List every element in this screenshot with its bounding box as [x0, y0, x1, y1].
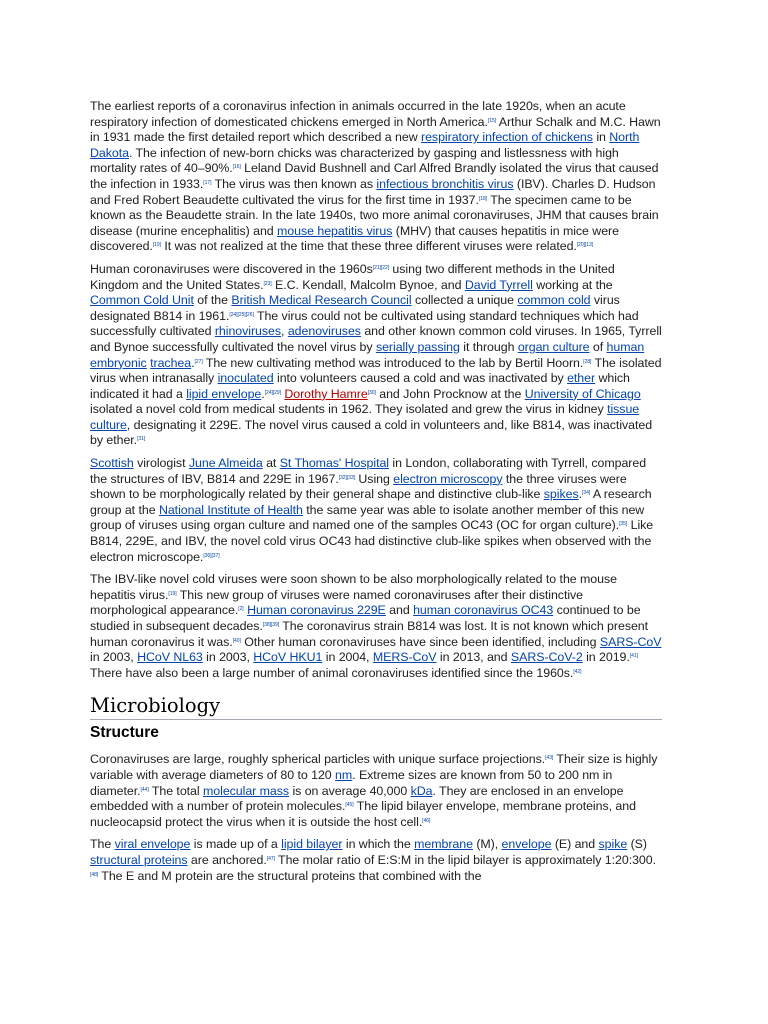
text: . The infection of new-born chicks was characterized by gasping and listlessness with high mortality rates of 40–90%.	[90, 145, 619, 176]
text: in London, collaborating with Tyrrell, compared the structures of IBV, B814 and 229E in 1967.	[90, 456, 647, 486]
citation[interactable]: [19]	[152, 242, 161, 249]
citation[interactable]: [2]	[238, 606, 244, 613]
citation[interactable]: [30]	[367, 389, 376, 396]
text: The new cultivating method was introduced to the lab by Bertil Hoorn.	[202, 355, 584, 370]
text: virus designated B814 in 1961.	[90, 293, 620, 323]
text: (S)	[627, 837, 647, 852]
text: The E and M protein are the structural proteins that combined with the	[98, 868, 482, 883]
text: in 2013, and	[436, 650, 511, 665]
link-viral-envelope[interactable]: viral envelope	[114, 837, 191, 852]
citation[interactable]: [32][33]	[338, 474, 356, 481]
link-spikes[interactable]: spikes	[543, 487, 579, 502]
citation[interactable]: [24][29]	[264, 389, 281, 396]
structure-paragraph-2	[90, 837, 662, 884]
text: Human coronaviruses were discovered in the 1960s	[90, 261, 373, 276]
link-molecular-mass[interactable]: molecular mass	[203, 783, 290, 798]
text: The	[90, 837, 115, 852]
text: The earliest reports of a coronavirus infection in animals occurred in the late 1920s, when an acute respiratory infection of domesticated chickens emerged in North America.	[90, 99, 626, 129]
citation[interactable]: [20][13]	[576, 242, 594, 249]
text: in	[592, 130, 610, 145]
link-hcov-hku1[interactable]: HCoV HKU1	[253, 650, 323, 665]
text: . Extreme sizes are known from 50 to 200 nm in diameter.	[90, 767, 613, 798]
link-mouse-hepatitis-virus[interactable]: mouse hepatitis virus	[277, 223, 393, 238]
history-paragraph-3	[90, 456, 662, 565]
link-sars-cov[interactable]: SARS-CoV	[599, 634, 662, 649]
link-sars-cov-2[interactable]: SARS-CoV-2	[510, 650, 583, 665]
link-common-cold[interactable]: common cold	[517, 293, 591, 308]
text: in which the	[342, 837, 415, 852]
text: and other known common cold viruses. In 1965, Tyrrell and Bynoe successfully cultivated the novel virus by	[90, 324, 662, 354]
text: The specimen came to be known as the Beaudette strain. In the late 1940s, two more animal coronaviruses, JHM that causes brain disease (murine encephalitis) and	[90, 192, 659, 238]
text: There have also been a large number of animal coronaviruses identified since the 1960s.	[90, 665, 574, 680]
text: Arthur Schalk and M.C. Hawn in 1931 made the first detailed report which described a new	[90, 114, 661, 145]
text: collected a unique	[411, 293, 518, 308]
link-national-institute-of-health[interactable]: National Institute of Health	[158, 502, 303, 517]
text: . They are enclosed in an envelope embedded with a number of protein molecules.	[90, 783, 624, 814]
text: It was not realized at the time that these three different viruses were related.	[160, 239, 577, 254]
citation[interactable]: [43]	[545, 755, 554, 762]
text: This new group of viruses were named coronaviruses after their distinctive morphological appearance.	[90, 587, 584, 618]
link-british-medical-research-council[interactable]: British Medical Research Council	[231, 293, 412, 308]
text: is on average 40,000	[289, 783, 411, 798]
citation[interactable]: [48]	[90, 871, 99, 878]
link-human-embryonic[interactable]: human embryonic	[90, 339, 645, 370]
link-dorothy-hamre[interactable]: Dorothy Hamre	[284, 386, 368, 401]
history-paragraph-4	[90, 572, 662, 681]
link-human-coronavirus-229e[interactable]: Human coronavirus 229E	[247, 603, 386, 618]
text: A research group at the	[90, 487, 652, 517]
link-tissue-culture[interactable]: tissue culture	[90, 402, 640, 432]
text: and John Procknow at the	[375, 386, 525, 401]
citation[interactable]: [45]	[345, 802, 354, 809]
text: (M),	[472, 837, 502, 852]
subsection-heading-structure: Structure	[90, 724, 159, 742]
link-membrane[interactable]: membrane	[414, 837, 473, 852]
citation[interactable]: [18]	[478, 195, 488, 202]
text: .	[261, 386, 265, 401]
citation[interactable]: [16]	[232, 164, 241, 171]
citation[interactable]: [21][22]	[372, 264, 390, 271]
text: the same year was able to isolate another member of this new group of viruses using organ culture and named one of the samples OC43 (OC for organ culture).	[90, 502, 645, 533]
text: The virus could not be cultivated using standard techniques which had successfully cultivated	[90, 308, 639, 339]
text: into volunteers caused a cold and was inactivated by	[273, 371, 568, 386]
text: (MHV) that causes hepatitis in mice were discovered.	[90, 223, 619, 254]
citation[interactable]: [38][39]	[262, 622, 280, 628]
text: The total	[148, 783, 203, 798]
text: of	[589, 339, 607, 354]
citation[interactable]: [35]	[619, 521, 628, 528]
text: at	[262, 456, 280, 471]
text: (IBV). Charles D. Hudson and Fred Robert Beaudette cultivated the virus for the first time in 1937.	[90, 176, 656, 207]
link-ether[interactable]: ether	[567, 371, 596, 386]
link-rhinoviruses[interactable]: rhinoviruses	[214, 324, 282, 339]
citation[interactable]: [28]	[583, 358, 592, 365]
citation[interactable]: [47]	[266, 855, 275, 862]
link-mers-cov[interactable]: MERS-CoV	[372, 650, 437, 665]
text: .	[191, 355, 195, 370]
citation[interactable]: [40]	[232, 637, 241, 644]
link-scottish[interactable]: Scottish	[90, 456, 134, 471]
text: isolated a novel cold from medical students in 1962. They isolated and grew the virus in kidney	[90, 402, 608, 417]
link-adenoviruses[interactable]: adenoviruses	[287, 324, 361, 339]
text: The lipid bilayer envelope, membrane proteins, and nucleocapsid protect the virus when it is outside the host cell.	[90, 799, 636, 829]
text: virologist	[133, 456, 189, 471]
link-lipid-bilayer[interactable]: lipid bilayer	[281, 837, 343, 852]
link-university-of-chicago[interactable]: University of Chicago	[524, 386, 641, 401]
text: the three viruses were shown to be morphologically related by their general shape and distinctive club-like	[90, 471, 627, 502]
link-organ-culture[interactable]: organ culture	[517, 339, 590, 354]
link-st-thomas-hospital[interactable]: St Thomas' Hospital	[279, 456, 390, 471]
text: which indicated it had a	[90, 371, 630, 401]
text: The coronavirus strain B814 was lost. It is not known which present human coronavirus it was.	[90, 619, 649, 649]
link-trachea[interactable]: trachea	[150, 355, 192, 370]
text: The isolated virus when intranasally	[90, 355, 662, 386]
text: of the	[193, 293, 232, 308]
link-structural-proteins[interactable]: structural proteins	[90, 852, 188, 867]
link-common-cold-unit[interactable]: Common Cold Unit	[90, 293, 194, 308]
link-lipid-envelope[interactable]: lipid envelope	[186, 386, 262, 401]
citation[interactable]: [27]	[194, 358, 203, 365]
text: The virus was then known as	[211, 176, 377, 191]
history-paragraph-1	[90, 99, 662, 255]
link-infectious-bronchitis-virus[interactable]: infectious bronchitis virus	[376, 176, 514, 191]
text: ,	[281, 324, 288, 339]
link-hcov-nl63[interactable]: HCoV NL63	[137, 650, 203, 665]
text: in 2019.	[582, 650, 630, 665]
link-north-dakota[interactable]: North Dakota	[90, 130, 640, 160]
text: Like B814, 229E, and IBV, the novel cold virus OC43 had distinctive club-like spikes when observed with the electron microscope.	[90, 518, 654, 564]
text: .	[578, 487, 583, 502]
text: continued to be studied in subsequent decades.	[90, 603, 641, 633]
citation[interactable]: [24][25][26]	[229, 311, 254, 318]
text: (E) and	[551, 837, 599, 852]
history-paragraph-2	[90, 262, 662, 449]
text: Leland David Bushnell and Carl Alfred Brandly isolated the virus that caused the infection in 1933.	[90, 161, 659, 191]
link-spike[interactable]: spike	[598, 837, 628, 852]
citation[interactable]: [36][37]	[203, 552, 220, 559]
link-kda[interactable]: kDa	[410, 783, 433, 798]
text: Their size is highly variable with average diameters of 80 to 120	[90, 752, 658, 782]
citation[interactable]: [42]	[573, 668, 582, 675]
text: is made up of a	[190, 837, 282, 852]
citation[interactable]: [46]	[422, 817, 431, 824]
text: it through	[459, 339, 518, 354]
text: working at the	[532, 277, 613, 292]
section-heading-microbiology: Microbiology	[90, 694, 662, 720]
citation[interactable]: [44]	[140, 786, 149, 793]
link-electron-microscopy[interactable]: electron microscopy	[393, 471, 503, 486]
link-david-tyrrell[interactable]: David Tyrrell	[464, 277, 533, 292]
citation[interactable]: [15]	[487, 117, 497, 124]
citation[interactable]: [34]	[582, 490, 591, 497]
structure-paragraph-1	[90, 752, 662, 830]
link-serially-passing[interactable]: serially passing	[375, 339, 460, 354]
citation[interactable]: [23]	[263, 280, 272, 287]
citation[interactable]: [41]	[629, 653, 638, 660]
text: E.C. Kendall, Malcolm Bynoe, and	[271, 277, 465, 292]
text: Coronaviruses are large, roughly spherical particles with unique surface projections.	[90, 752, 546, 767]
link-human-coronavirus-oc43[interactable]: human coronavirus OC43	[413, 603, 554, 618]
text: Other human coronaviruses have since been identified, including	[240, 634, 600, 649]
text: The IBV-like novel cold viruses were soon shown to be also morphologically related to the mouse hepatitis virus.	[90, 572, 617, 602]
link-nm[interactable]: nm	[335, 767, 353, 782]
link-respiratory-infection-of-chickens[interactable]: respiratory infection of chickens	[421, 130, 593, 145]
link-june-almeida[interactable]: June Almeida	[188, 456, 263, 471]
text: in 2003,	[202, 650, 254, 665]
text: The molar ratio of E:S:M in the lipid bilayer is approximately 1:20:300.	[274, 852, 656, 867]
text: in 2003,	[90, 650, 138, 665]
text: , designating it 229E. The novel virus caused a cold in volunteers and, like B814, was inactivated by ether.	[90, 417, 653, 448]
text: are anchored.	[187, 852, 267, 867]
text: using two different methods in the United Kingdom and the United States.	[90, 261, 615, 292]
link-inoculated[interactable]: inoculated	[217, 371, 274, 386]
citation[interactable]: [17]	[203, 179, 212, 186]
text: Using	[355, 471, 394, 486]
article-content	[90, 99, 662, 891]
citation[interactable]: [31]	[137, 436, 146, 443]
text: and	[385, 603, 414, 618]
link-envelope[interactable]: envelope	[501, 837, 552, 852]
citation[interactable]: [19]	[168, 590, 177, 597]
text: in 2004,	[322, 650, 373, 665]
